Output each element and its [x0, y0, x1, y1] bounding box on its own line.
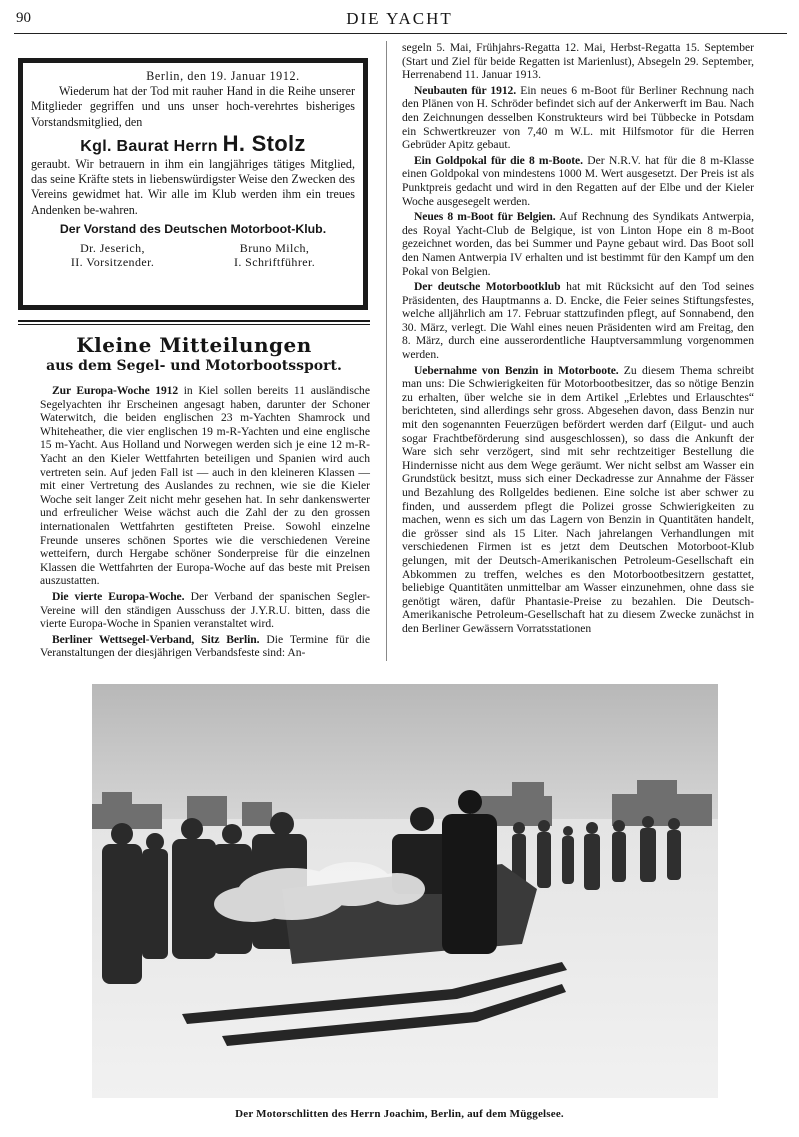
news-item-text: hat mit Rücksicht auf den Tod seines Präsidenten, des Hauptmanns a. D. Encke, die Feier seines Stiftungsfestes, welche alljährlich am 17. Februar stattzufinden pflegt, auf Sonnabend, den 30. März, verlegt. Die Wahl eines neuen Präsidenten wird am Freitag, den 8. März, durch eine ausserordentliche Hauptversammlung vorgenommen werden.	[402, 280, 754, 362]
section-title: Kleine Mitteilungen	[76, 333, 312, 357]
news-item	[402, 210, 754, 278]
news-item-continued	[402, 41, 754, 82]
signatory-1-role: II. Vorsitzender.	[70, 255, 155, 270]
photo-caption: Der Motorschlitten des Herrn Joachim, Berlin, auf dem Müggelsee.	[235, 1108, 564, 1120]
column-divider	[386, 41, 387, 661]
notice-date: Berlin, den 19. Januar 1912.	[146, 69, 300, 83]
news-item	[402, 364, 754, 636]
notice-text-after: geraubt. Wir betrauern in ihm ein langjähriges tätiges Mitglied, das seine Kräfte stets in liebenswürdigster Weise den Zwecken des Vereins gewidmet hat. Wir alle im Klub werden ihm ein treues Andenken be-wahren.	[31, 157, 355, 217]
running-head: DIE YACHT	[346, 9, 453, 28]
news-item-text: Ein neues 6 m-Boot für Berliner Rechnung nach den Plänen von H. Schröder befindet sich auf der Ankerwerft im Bau. Nach den Zeichnungen desselben Konstrukteurs wird bei Tübbecke in Potsdam ein Schwertkreuzer von 7,40 m W.L. mit Hilfsmotor für die Herren Gebrüder Apitz gebaut.	[402, 83, 754, 152]
news-item	[402, 84, 754, 152]
news-item-head: Der deutsche Motorbootklub	[414, 280, 561, 294]
news-item	[402, 280, 754, 362]
news-item	[402, 154, 754, 208]
deceased-name	[31, 130, 355, 156]
news-item	[40, 590, 370, 631]
news-item-text: in Kiel sollen bereits 11 ausländische Segelyachten ihr Erscheinen angesagt haben, darunter der Schoner Waterwitch, die beiden englischen 23 m-Yachten Shamrock und Whiteheather, die vier englischen 19 m-R-Yachten und eine englische 15 m-Yacht. Aus Holland und Norwegen werden sich je eine 12 m-R-Yacht an den Kieler Wettfahrten beteiligen und Spanien wird auch vertreten sein. Auf jeden Fall ist — auch in den kleineren Klassen — mit einer Vertretung des Auslandes zu rechnen, wie sie die Kieler Woche seit langer Zeit nicht mehr gesehen hat. In sehr dankenswerter und erfreulicher Weise wächst auch die Zahl der zu den grossen internationalen Wettfahrten gestifteten Preise. Sowohl einzelne Freunde unseres schönen Sportes wie die verschiedenen Vereine wetteifern, durch Hergabe schöner Sonderpreise für die einzelnen Klassen die Wettfahrten der Europa-Woche auf das beste mit Preisen auszustatten.	[40, 384, 370, 588]
signatory-2	[234, 241, 315, 269]
news-item-head: Neubauten für 1912.	[414, 83, 517, 97]
signatory-1	[71, 241, 154, 269]
news-item	[40, 384, 370, 588]
news-item	[40, 633, 370, 660]
section-rule-thick	[18, 320, 370, 322]
right-column	[402, 41, 754, 636]
notice-signature-org: Der Vorstand des Deutschen Motorboot-Klub.	[59, 221, 327, 236]
section-subtitle: aus dem Segel- und Motorbootssport.	[46, 358, 342, 374]
obituary-content	[31, 69, 355, 269]
signatory-1-name: Dr. Jeserich,	[80, 241, 145, 256]
deceased-name-main: H. Stolz	[222, 130, 306, 156]
news-item-head: Zur Europa-Woche 1912	[52, 384, 179, 397]
notice-text-before: Wiederum hat der Tod mit rauher Hand in die Reihe unserer Mitglieder gegriffen und uns unser hoch-verehrtes bisheriges Vorstandsmitglied, den	[31, 84, 355, 129]
news-item-text: segeln 5. Mai, Frühjahrs-Regatta 12. Mai, Herbst-Regatta 15. September (Start und Ziel für beide Regatten ist Marienlust), Absegeln 29. September, Herrenabend 11. Januar 1913.	[402, 41, 754, 82]
section-rule-thin	[18, 324, 370, 325]
signatory-2-name: Bruno Milch,	[239, 241, 310, 256]
news-item-head: Uebernahme von Benzin in Motorboote.	[414, 363, 619, 377]
page-number: 90	[16, 10, 31, 26]
left-column	[40, 384, 370, 660]
news-item-head: Ein Goldpokal für die 8 m-Boote.	[414, 153, 583, 167]
news-item-head: Die vierte Europa-Woche.	[52, 589, 185, 603]
news-item-text: Der Verband der spanischen Segler-Vereine will den ständigen Ausschuss der J.Y.R.U. bitten, dass die vierte Europa-Woche in Spanien veranstaltet wird.	[40, 589, 370, 631]
photo-illustration	[92, 684, 718, 1098]
news-item-text: Auf Rechnung des Syndikats Antwerpia, des Royal Yacht-Club de Belgique, ist von Linton Hope ein 8 m-Boot gezeichnet worden, das bei Summer und Payne gebaut wird. Das Boot soll den Namen Antwerpia IV erhalten und ist bestimmt für den Kampf um den Pokal von Belgien.	[402, 210, 754, 278]
news-item-head: Neues 8 m-Boot für Belgien.	[414, 210, 556, 224]
notice-signatories	[31, 241, 355, 269]
obituary-notice	[18, 58, 368, 310]
news-item-text: Der N.R.V. hat für die 8 m-Klasse einen Goldpokal von mindestens 1000 M. Wert ausgesetzt. Der Preis ist als Punktpreis gedacht und wird in den Regatten auf der Elbe und der Kieler Woche ausgesegelt werden.	[402, 153, 755, 208]
news-item-text: Die Termine für die Veranstaltungen der diesjährigen Verbandsfeste sind: An-	[40, 632, 370, 660]
news-item-head: Berliner Wettsegel-Verband, Sitz Berlin.	[52, 632, 260, 646]
header-rule	[14, 33, 787, 34]
deceased-name-prefix: Kgl. Baurat Herrn	[80, 137, 218, 155]
motor-sledge-photo	[92, 684, 718, 1098]
news-item-text: Zu diesem Thema schreibt man uns: Die Schwierigkeiten für Motorbootbesitzer, das so nötige Benzin zu erhalten, über welche sie in dem Artikel „Erlebtes und Erlauschtes“ berichteten, sind allerdings sehr gross. Abgesehen davon, dass Benzin nur mit den sogenannten Feuerzügen befördert werden darf (Eilgut- und auch sogar Frachtbeförderung sind ausgeschlossen), so dass die Ankunft der Ware sich sehr verzögert, sind mit sehr rechtzeitiger Bestellung die Hindernisse nicht aus dem Wege geräumt. Wer nicht selbst am Wasser ein Grundstück besitzt, muss sich einer Deckadresse zur Annahme der Fässer und Bezahlung des Rollgeldes bedienen. Eine solche ist aber schwer zu finden, und ausserdem pflegt die Polizei grosse Schwierigkeiten zu machen, wenn es sich um das Lagern von Benzin in Quantitäten handelt, die grösser sind als 15 Liter. Nach jahrelangen Verhandlungen mit verschiedenen Firmen ist es jetzt dem Deutschen Motorboot-Klub gelungen, mit der Deutsch-Amerikanischen Petroleum-Gesellschaft ein Abkommen zu treffen, welches es den Motorbootbesitzern gestattet, beliebige Quantitäten unmittelbar am Wasser einzunehmen, ohne dass sie genötigt wären, dafür Phantasie-Preise zu bezahlen. Die Deutsch-Amerikanische Petroleum-Gesellschaft hat zu diesem Zwecke zunächst in den Berliner Gewässern Vorratsstationen	[402, 363, 754, 635]
signatory-2-role: I. Schriftführer.	[233, 255, 316, 270]
